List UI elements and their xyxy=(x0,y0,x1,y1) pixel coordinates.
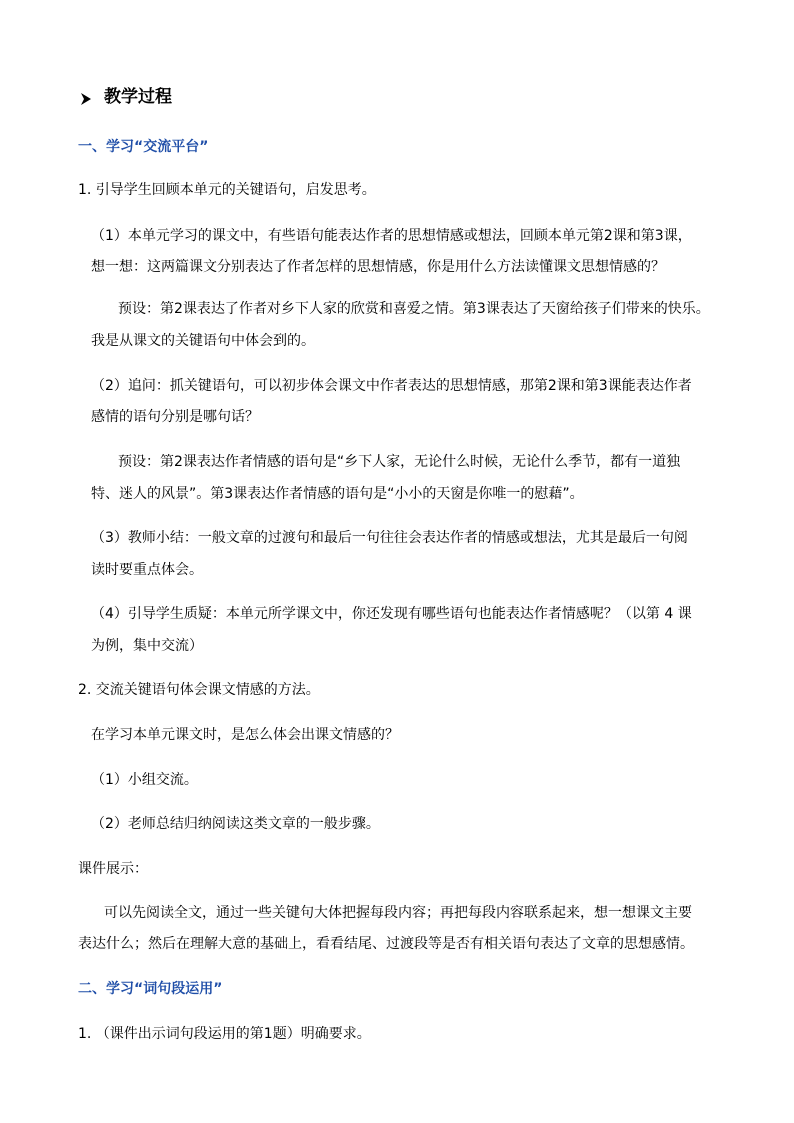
courseware-label: 课件展示： xyxy=(78,861,148,877)
paragraph-1-line-2: 想一想：这两篇课文分别表达了作者怎样的思想情感，你是用什么方法读懂课文思想情感的？ xyxy=(91,259,665,275)
item-1: 1. 引导学生回顾本单元的关键语句，启发思考。 xyxy=(78,182,376,198)
paragraph-5-line-1: （3）教师小结：一般文章的过渡句和最后一句往往会表达作者的情感或想法，尤其是最后一句阅 xyxy=(91,530,688,546)
paragraph-2-line-2: 我是从课文的关键语句中体会到的。 xyxy=(91,333,315,349)
item-3: 1. （课件出示词句段运用的第1题）明确要求。 xyxy=(78,1026,371,1042)
courseware-text-line-2: 表达什么；然后在理解大意的基础上，看看结尾、过渡段等是否有相关语句表达了文章的思想感情。 xyxy=(78,936,694,952)
paragraph-8: （1）小组交流。 xyxy=(91,772,198,788)
paragraph-5-line-2: 读时要重点体会。 xyxy=(91,562,203,578)
paragraph-6-line-1: （4）引导学生质疑：本单元所学课文中，你还发现有哪些语句也能表达作者情感呢？（以第 4 课 xyxy=(91,606,692,622)
paragraph-3-line-1: （2）追问：抓关键语句，可以初步体会课文中作者表达的思想情感，那第2课和第3课能表达作者 xyxy=(91,378,692,394)
paragraph-3-line-2: 感情的语句分别是哪句话？ xyxy=(91,409,259,425)
item-2: 2. 交流关键语句体会课文情感的方法。 xyxy=(78,682,320,698)
arrow-bullet-icon xyxy=(80,92,92,106)
courseware-text-line-1: 可以先阅读全文，通过一些关键句大体把握每段内容；再把每段内容联系起来，想一想课文主要 xyxy=(104,905,692,921)
paragraph-1-line-1: （1）本单元学习的课文中，有些语句能表达作者的思想情感或想法，回顾本单元第2课和第3课， xyxy=(91,228,692,244)
page-heading: 教学过程 xyxy=(104,87,172,107)
section-2-title: 二、学习“词句段运用” xyxy=(78,981,223,997)
paragraph-2-line-1: 预设：第2课表达了作者对乡下人家的欣赏和喜爱之情。第3课表达了天窗给孩子们带来的快乐。 xyxy=(118,301,710,317)
paragraph-9: （2）老师总结归纳阅读这类文章的一般步骤。 xyxy=(91,816,380,832)
paragraph-4-line-2: 特、迷人的风景”。第3课表达作者情感的语句是“小小的天窗是你唯一的慰藉”。 xyxy=(91,486,584,502)
paragraph-6-line-2: 为例，集中交流） xyxy=(91,638,203,654)
paragraph-7: 在学习本单元课文时，是怎么体会出课文情感的？ xyxy=(91,727,399,743)
section-1-title: 一、学习“交流平台” xyxy=(78,139,209,155)
paragraph-4-line-1: 预设：第2课表达作者情感的语句是“乡下人家，无论什么时候，无论什么季节，都有一道独 xyxy=(118,454,681,470)
